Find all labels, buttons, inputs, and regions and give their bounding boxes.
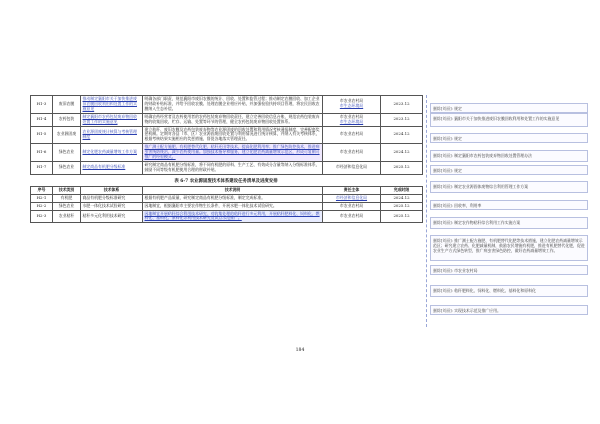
comment-author: 删除[刘丽]: [433,115,453,121]
content-cell [143,126,323,144]
year-cell: 2024.12 [381,126,423,144]
comment-author: 删除[刘丽]: [433,105,453,111]
content-cell [143,210,323,223]
review-comment[interactable] [430,305,588,315]
review-comment[interactable] [430,103,588,113]
header-cell: 序号 [31,186,53,194]
field-cell: 废旧农膜 [53,96,81,114]
field-cell: 农药包装 [53,113,81,126]
unit-text: 市农业农村局 [339,202,364,208]
table-row [31,161,423,174]
unit-text: 市农业农村局 [339,98,364,104]
row-id-cell: H2-2 [31,202,53,210]
table-header-row [31,186,423,194]
unit-cell [323,96,381,114]
unit-secondary-text: 市生态环境局 [339,118,364,124]
content-text: 明确农药经营者及农药使用者的农药包装废弃物回收责任，建立完善回收信息台账，规范农药包装废弃物的收集回收、贮存、运输、处置等环节的管理，健全农药包装废弃物回收处置体系。 [144,113,320,124]
review-comment[interactable] [430,265,588,275]
tracked-measure-text: 制定襄阳市农药包装废弃物回收处置工作的实施意见 [82,113,137,124]
comment-text: 回收率，利用率 [454,202,482,208]
table-row [31,194,423,202]
content-cell [143,113,323,126]
year-cell: 2025.12 [381,210,423,223]
year-cell: 2024.12 [381,144,423,162]
row-id-cell: H1-5 [31,126,53,144]
header-cell: 技术说明 [143,186,323,194]
comment-text: 规定 [454,105,462,111]
unit-text: 市农业农村局 [339,113,364,119]
row-id-cell: H2-3 [31,210,53,223]
comment-author: 删除[刘丽]: [433,135,453,141]
measure-cell: 商品有机肥分级标准研究 [81,194,143,202]
unit-text: 市经济和信息化局 [335,194,368,200]
field-cell: 绿色农业 [53,161,81,174]
tracked-measure-text: 制定商品有机肥分级标准 [82,164,126,170]
comment-author: 删除[刘丽]: [433,202,453,208]
comment-text: 实现技术示范及推广应用。 [454,307,501,313]
tracked-measure-text: 制定化肥农药减量增效工作方案 [82,149,137,155]
content-text: 推广测土配方施肥、有机肥替代化肥、秸秆还田等技术，提高化肥利用率；推广绿色防控技术，推进病虫害统防统治，减少农药使用量。加强技术指导和服务，建立化肥农药减量增效示范区，形成可复制可推广的经验模式。 [144,144,320,160]
content-text: 因地制宜，根据襄阳市主要农作物生长条件，开展水肥一体化技术试验研究。 [144,202,277,208]
comment-text: 制定襄阳市农药包装废弃物回收处置管理办法 [454,152,532,158]
row-id-cell: H1-7 [31,161,53,174]
review-comment[interactable] [430,235,588,261]
content-text: 根据有机肥产品质量，研究制定商品有机肥分级标准，制定完成标准。 [144,194,266,200]
row-id-cell: H2-1 [31,194,53,202]
review-comment[interactable] [430,217,588,229]
comment-author: 删除[刘丽]: [433,183,453,189]
field-cell: 绿色农业 [53,144,81,162]
comment-text: 制定农作物秸秆综合利用工作实施方案 [454,219,521,225]
field-cell: 绿色农业 [53,202,81,210]
table-row [31,210,423,223]
content-text: 明确各部门职责，规范襄阳市废旧农膜的统计、回收、处置和监管过程；推动制定农膜回收、加工企业的财政补贴标准，并给予回收农膜、处理农膜企业相应补贴，并加强检验扶持项目管理，将农民回收农膜纳入生态补偿。 [144,96,320,111]
unit-text: 市农业农村局 [339,212,364,218]
table-row [31,144,423,162]
table-row [31,202,423,210]
content-text: 研究制定商品有机肥分级标准，将不同有机肥的原料、生产工艺、有效成分含量等纳入分级标准体系，鼓励不同等级有机肥使用合理的财政补贴。 [144,161,320,172]
comment-author: 删除[刘丽]: [433,267,453,273]
table-caption: 表 6-7 农业源固废技术体系建设任务清单及进度安排 [174,178,278,184]
review-comment[interactable] [430,181,588,193]
comment-text: 制定农业源固体废物综合利用管理工作方案 [454,183,529,189]
review-comment[interactable] [430,113,588,127]
header-cell: 技术类别 [53,186,81,194]
row-id-cell: H1-6 [31,144,53,162]
unit-cell [323,144,381,162]
comment-text: 推广测土配方施肥、有机肥替代化肥等技术措施，建立化肥农药减量增效示范区；研究建立农药、化肥减量机制，鼓励农民增施有机肥，推进有机肥替代化肥，促进农业生产方式绿色转型，推广病虫害绿色防控，做好农药减量增效工作。 [433,237,585,253]
header-cell: 完成时限 [381,186,423,194]
field-cell: 农业源固废 [53,126,81,144]
unit-cell [323,113,381,126]
measure-cell: 秸秆多元化利用技术研究 [81,210,143,223]
year-cell: 2025.12 [381,202,423,210]
comment-text: 襄阳市关于加快推进废旧农膜回收利用和处置工作的实施意见 [454,115,560,121]
year-cell: 2025.12 [381,161,423,174]
unit-text: 市农业农村局 [339,149,364,155]
field-cell: 有机肥 [53,194,81,202]
content-text: 建立秸秆、废旧农膜及农药包装废弃物等农业源固废的回收处置和利用情况考核通报制度，完善配套奖惩机制。定期对各县（市、区）农业源固废回收处置与利用情况进行统计核算，并纳入有关考核体系，根据考核结果实施相应的奖惩措施，督促各地落实管理责任。 [144,126,320,142]
comment-text: 市农业农村局 [454,267,478,273]
document-body [30,95,422,223]
measure-cell: 水肥一体化技术试验研究 [81,202,143,210]
table-row [31,126,423,144]
tracked-measure-text: 农业源固废统计核算与考核管理制度 [82,128,137,139]
tracked-measure-text: 推动制定襄阳市关于加快推进废旧农膜回收利用和处置工作的实施意见 [82,96,137,111]
unit-cell [323,210,381,223]
comment-margin-divider [426,95,427,327]
table-row [31,96,423,114]
content-cell [143,144,323,162]
year-cell: 2023.12 [381,113,423,126]
row-id-cell: H1-3 [31,96,53,114]
measure-cell [81,126,143,144]
comment-author: 删除[刘丽]: [433,167,453,173]
review-comment[interactable] [430,133,588,143]
comment-author: 删除[刘丽]: [433,219,453,225]
comment-author: 删除[刘丽]: [433,152,453,158]
review-comment[interactable] [430,285,588,297]
measure-cell [81,96,143,114]
field-cell: 农业秸秆 [53,210,81,223]
measure-cell [81,144,143,162]
content-cell [143,161,323,174]
comment-text: 秸秆肥料化、饲料化、燃料化、基料化和原料化 [454,287,536,293]
page-number: 184 [295,348,305,353]
content-cell [143,194,323,202]
unit-cell [323,194,381,202]
row-id-cell: H1-4 [31,113,53,126]
unit-cell [323,126,381,144]
measure-cell [81,161,143,174]
year-cell: 2024.12 [381,194,423,202]
table-row [31,113,423,126]
review-comment[interactable] [430,200,588,210]
unit-text: 市经济和信息化局 [335,164,368,170]
unit-cell [323,202,381,210]
task-table-continued [30,95,423,175]
unit-cell [323,161,381,174]
comment-text: 规定 [454,135,462,141]
header-cell: 责任主体 [323,186,381,194]
year-cell: 2023.12 [381,96,423,114]
unit-secondary-text: 市生态环境局 [339,103,364,109]
review-comment[interactable] [430,165,588,175]
comment-author: 删除[刘丽]: [433,287,453,293]
content-text: 因地制宜开展秸秆综合利用技术研究，对收集处理的秸秆进行多元利用，开展秸秆肥料化、饲料化、燃料化、基料化、原料化等利用技术研究及试点示范推广。 [144,210,320,221]
content-cell [143,202,323,210]
content-cell [143,96,323,114]
tech-system-table [30,186,423,224]
comment-author: 删除[刘丽]: [433,307,453,313]
unit-text: 市农业农村局 [339,131,364,137]
header-cell: 技术体系 [81,186,143,194]
measure-cell [81,113,143,126]
comment-text: 规定 [454,167,462,173]
review-comment[interactable] [430,150,588,162]
comment-author: 删除[刘丽]: [433,237,453,243]
